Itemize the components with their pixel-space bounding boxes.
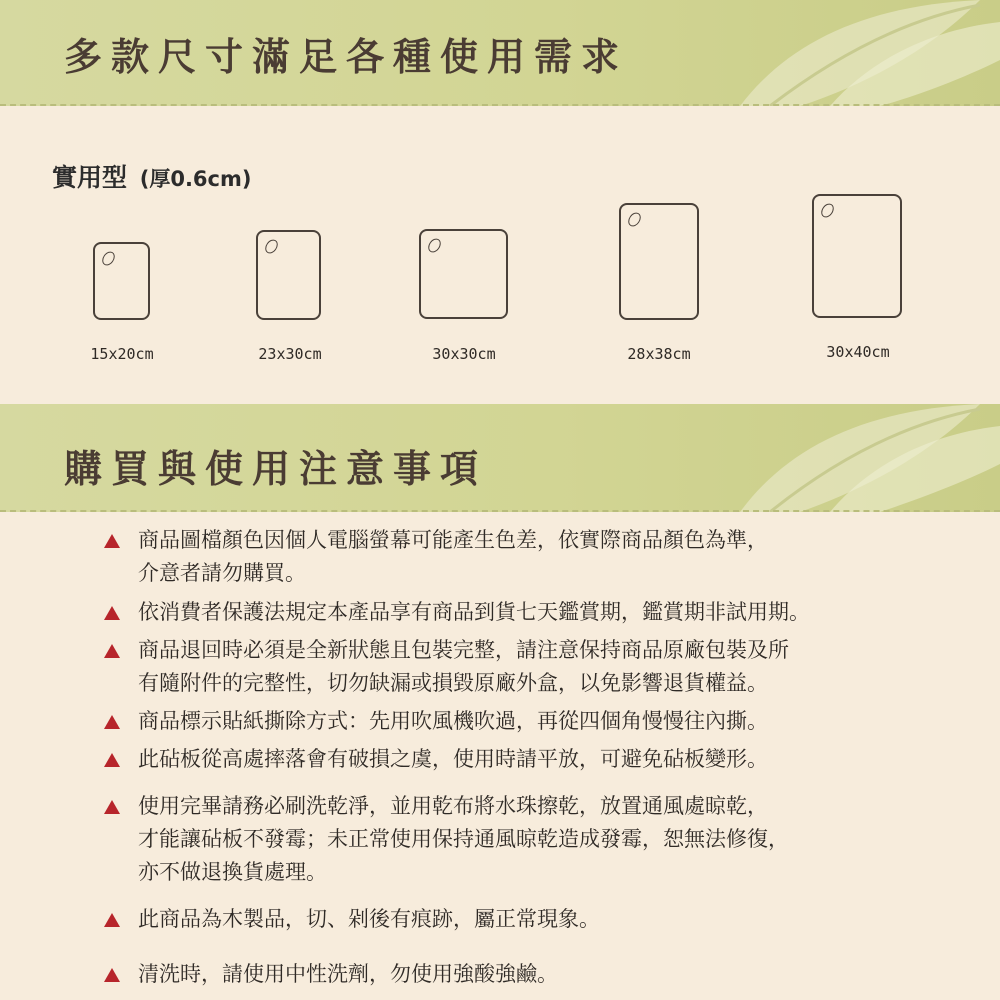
triangle-bullet-icon: [104, 715, 120, 729]
size-label: 23x30cm: [258, 345, 322, 363]
notice-item: [104, 705, 924, 738]
hang-hole-icon: [263, 237, 281, 256]
notice-line: 此砧板從高處摔落會有破損之虞，使用時請平放，可避免砧板變形。: [138, 747, 768, 771]
notice-item: [104, 743, 924, 776]
header-banner-sizes: [0, 0, 1000, 106]
cutting-board-icon: [812, 194, 902, 318]
hang-hole-icon: [100, 249, 118, 268]
triangle-bullet-icon: [104, 534, 120, 548]
notice-item: [104, 790, 924, 889]
divider: [0, 510, 1000, 512]
size-label: 30x40cm: [826, 343, 890, 361]
size-label: 15x20cm: [90, 345, 154, 363]
product-type-title: [52, 158, 251, 194]
cutting-board-icon: [419, 229, 508, 319]
hang-hole-icon: [626, 210, 644, 229]
leaf-icon: [680, 0, 1000, 106]
leaf-icon: [680, 404, 1000, 512]
notice-line: 介意者請勿購買。: [138, 561, 306, 585]
triangle-bullet-icon: [104, 968, 120, 982]
triangle-bullet-icon: [104, 913, 120, 927]
triangle-bullet-icon: [104, 800, 120, 814]
notice-item: [104, 524, 924, 590]
divider: [0, 104, 1000, 106]
notice-line: 清洗時，請使用中性洗劑，勿使用強酸強鹼。: [138, 962, 558, 986]
header-banner-notes: [0, 404, 1000, 512]
notice-line: 有隨附件的完整性，切勿缺漏或損毀原廠外盒，以免影響退貨權益。: [138, 671, 768, 695]
triangle-bullet-icon: [104, 644, 120, 658]
notice-line: 此商品為木製品，切、剁後有痕跡，屬正常現象。: [138, 907, 600, 931]
product-type-name: 實用型: [52, 163, 128, 192]
size-label: 30x30cm: [432, 345, 496, 363]
notice-list: [104, 524, 924, 991]
triangle-bullet-icon: [104, 753, 120, 767]
notice-line: 依消費者保護法規定本產品享有商品到貨七天鑑賞期，鑑賞期非試用期。: [138, 600, 810, 624]
notice-line: 使用完畢請務必刷洗乾淨，並用乾布將水珠擦乾，放置通風處晾乾，: [138, 794, 768, 818]
notice-item: [104, 903, 924, 936]
notice-line: 商品退回時必須是全新狀態且包裝完整，請注意保持商品原廠包裝及所: [138, 638, 789, 662]
hang-hole-icon: [426, 236, 444, 255]
product-thickness: (厚0.6cm): [139, 167, 252, 191]
cutting-board-icon: [619, 203, 699, 320]
notice-item: [104, 634, 924, 700]
size-label: 28x38cm: [627, 345, 691, 363]
cutting-board-icon: [93, 242, 150, 320]
notice-line: 才能讓砧板不發霉；未正常使用保持通風晾乾造成發霉，恕無法修復，: [138, 827, 789, 851]
notice-item: [104, 958, 924, 991]
sizes-heading: 多款尺寸滿足各種使用需求: [64, 35, 629, 79]
triangle-bullet-icon: [104, 606, 120, 620]
cutting-board-icon: [256, 230, 321, 320]
notice-item: [104, 596, 924, 629]
notes-heading: 購買與使用注意事項: [64, 447, 488, 491]
notice-line: 亦不做退換貨處理。: [138, 860, 327, 884]
notice-line: 商品標示貼紙撕除方式：先用吹風機吹過，再從四個角慢慢往內撕。: [138, 709, 768, 733]
notice-line: 商品圖檔顏色因個人電腦螢幕可能產生色差，依實際商品顏色為準，: [138, 528, 768, 552]
hang-hole-icon: [819, 201, 837, 220]
